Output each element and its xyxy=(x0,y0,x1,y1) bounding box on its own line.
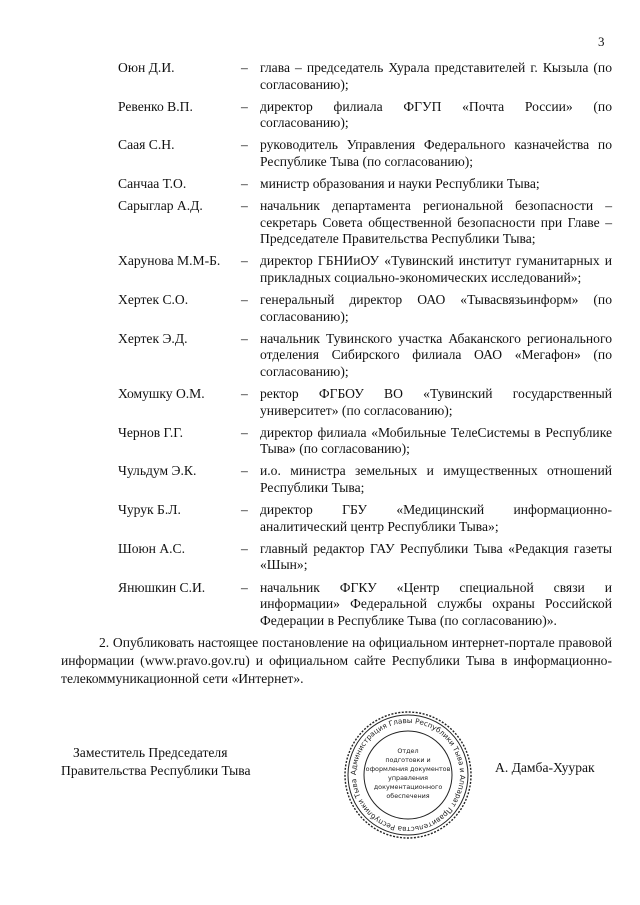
publication-paragraph: 2. Опубликовать настоящее постановление на официальном интернет-портале правовой информации (www.pravo.gov.ru) и официальном сайте Республики Тыва в информационно-телекоммуникационной сети «Интернет». xyxy=(61,635,612,686)
signatory-position-line1: Заместитель Председателя xyxy=(73,745,228,760)
member-row xyxy=(118,99,612,132)
page-number: 3 xyxy=(598,34,605,49)
member-role: глава – председатель Хурала представителей г. Кызыла (по согласованию); xyxy=(260,60,612,92)
member-role: главный редактор ГАУ Республики Тыва «Редакция газеты «Шын»; xyxy=(260,540,612,573)
member-name: Чернов Г.Г. xyxy=(118,424,184,440)
member-dash: – xyxy=(241,253,248,269)
seal-center-line: подготовки и xyxy=(385,756,431,764)
member-row xyxy=(118,292,612,325)
member-dash: – xyxy=(241,502,248,518)
member-dash: – xyxy=(241,463,248,479)
member-name: Ревенко В.П. xyxy=(118,98,193,114)
signatory-position xyxy=(61,744,251,780)
seal-center-line: управления xyxy=(388,774,428,782)
member-row xyxy=(118,253,612,286)
member-dash: – xyxy=(241,176,248,192)
member-name: Оюн Д.И. xyxy=(118,60,175,75)
member-name: Хертек Э.Д. xyxy=(118,330,188,346)
member-dash: – xyxy=(241,540,248,556)
member-row xyxy=(118,463,612,496)
member-name: Хомушку О.М. xyxy=(118,386,205,402)
member-name: Санчаа Т.О. xyxy=(118,176,187,192)
member-dash: – xyxy=(241,424,248,440)
member-role: директор филиала «Мобильные ТелеСистемы в Республике Тыва» (по согласованию); xyxy=(260,424,612,457)
member-role: начальник департамента региональной безопасности – секретарь Совета общественной безопасности при Главе – Председателе Правительства Республики Тыва; xyxy=(260,198,612,247)
member-row xyxy=(118,176,612,193)
member-row xyxy=(118,198,612,248)
member-role: директор филиала ФГУП «Почта России» (по согласованию); xyxy=(260,98,612,131)
member-name: Сарыглар А.Д. xyxy=(118,198,203,214)
member-role: министр образования и науки Республики Тыва; xyxy=(260,176,540,192)
member-role: директор ГБУ «Медицинский информационно-аналитический центр Республики Тыва»; xyxy=(260,502,612,534)
seal-center-line: документационного xyxy=(373,783,443,791)
member-name: Чурук Б.Л. xyxy=(118,502,181,518)
member-row xyxy=(118,502,612,535)
member-dash: – xyxy=(241,198,248,214)
member-dash: – xyxy=(241,330,248,346)
member-name: Чульдум Э.К. xyxy=(118,463,197,479)
signatory-name: А. Дамба-Хуурак xyxy=(495,760,595,775)
member-role: начальник ФГКУ «Центр специальной связи и информации» Федеральной службы охраны Российской Федерации в Республике Тыва (по согласованию)». xyxy=(260,579,612,628)
member-name: Хертек С.О. xyxy=(118,292,189,308)
member-dash: – xyxy=(241,386,248,402)
member-row xyxy=(118,137,612,170)
seal-center-line: Отдел xyxy=(397,747,419,755)
member-row xyxy=(118,580,612,630)
member-row xyxy=(118,425,612,458)
member-dash: – xyxy=(241,98,248,114)
member-name: Харунова М.М-Б. xyxy=(118,253,221,269)
member-row xyxy=(118,541,612,574)
member-name: Шоюн А.С. xyxy=(118,540,186,556)
member-dash: – xyxy=(241,60,248,75)
member-role: руководитель Управления Федерального казначейства по Республике Тыва (по согласованию); xyxy=(260,137,612,169)
members-list xyxy=(118,60,612,635)
member-dash: – xyxy=(241,292,248,308)
seal-center-line: оформления документов xyxy=(365,765,451,773)
member-row xyxy=(118,386,612,419)
seal-ring-text: Администрация Главы Республики Тыва и Аппарат Правительства Республики Тыва xyxy=(348,715,468,835)
member-row xyxy=(118,60,612,93)
member-role: генеральный директор ОАО «Тывасвязьинформ» (по согласованию); xyxy=(260,292,612,324)
member-role: директор ГБНИиОУ «Тувинский институт гуманитарных и прикладных социально-экономических исследований»; xyxy=(260,253,612,286)
member-role: ректор ФГБОУ ВО «Тувинский государственный университет» (по согласованию); xyxy=(260,386,612,418)
member-name: Саая С.Н. xyxy=(118,137,175,153)
member-dash: – xyxy=(241,137,248,153)
member-role: и.о. министра земельных и имущественных отношений Республики Тыва; xyxy=(260,463,612,496)
member-row xyxy=(118,331,612,381)
member-role: начальник Тувинского участка Абаканского регионального отделения Сибирского филиала ОАО «Мегафон» (по согласованию); xyxy=(260,330,612,379)
official-seal xyxy=(342,709,474,841)
seal-center-line: обеспечения xyxy=(386,792,430,800)
member-name: Янюшкин С.И. xyxy=(118,579,206,595)
signatory-position-line2: Правительства Республики Тыва xyxy=(61,763,251,778)
member-dash: – xyxy=(241,579,248,595)
